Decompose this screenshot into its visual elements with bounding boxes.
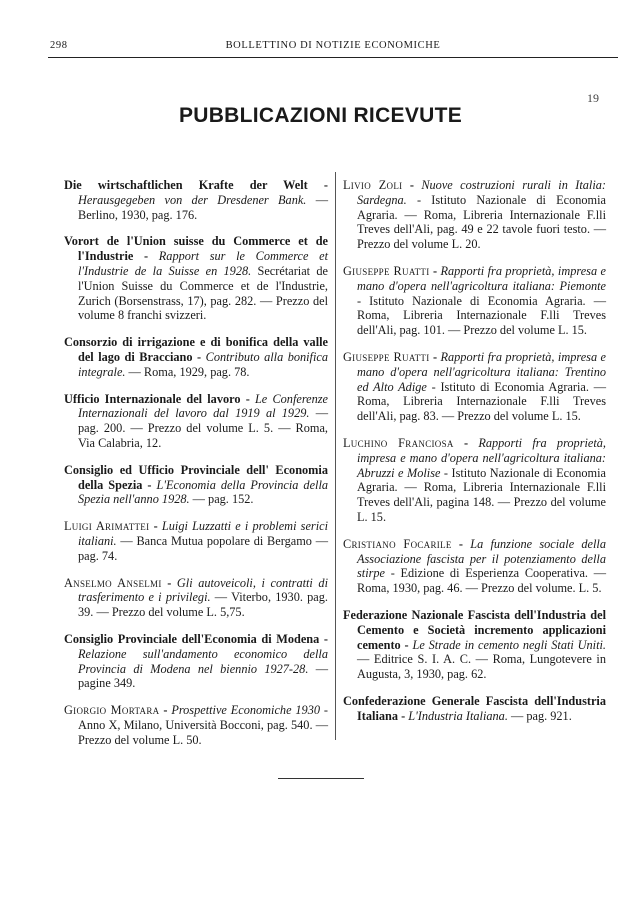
entry-details: Secrétariat de l'Union Suisse du Commerce et de l'Industrie, Zurich (Borsenstrass, 17), pag. 282. — Prezzo del volume 8 franchi svizzeri. bbox=[78, 263, 328, 323]
entry-details: - Istituto Nazionale di Economia Agraria. — Roma, Libreria Internazionale F.lli Treves dell'Ali, pag. 49 e 22 tavole fuori testo. — Prezzo del volume L. 20. bbox=[357, 192, 606, 252]
left-column bbox=[64, 178, 328, 760]
entry-author: Consorzio di irrigazione e di bonifica della valle del lago di Bracciano bbox=[64, 335, 328, 364]
entry-separator: - bbox=[159, 703, 172, 718]
bibliography-entry bbox=[343, 608, 606, 682]
entry-title: L'Industria Italiana. bbox=[408, 708, 508, 723]
entry-details: - Istituto di Economia Agraria. — Roma, Libreria Internazionale F.lli Treves dell'Ali, pag. 83. — Prezzo del volume L. 15. bbox=[357, 379, 606, 424]
entry-author: Luchino Franciosa bbox=[343, 435, 454, 450]
entry-author: Cristiano Focarile bbox=[343, 536, 452, 551]
entry-details: - Anno X, Milano, Università Bocconi, pag. 540. — Prezzo del volume L. 50. bbox=[78, 703, 328, 747]
header-rule bbox=[48, 57, 618, 58]
entry-separator: - bbox=[398, 708, 409, 723]
entry-title: Le Conferenze Internazionali del lavoro dal 1919 al 1929. bbox=[78, 391, 328, 421]
entry-details: — Berlino, 1930, pag. 176. bbox=[78, 192, 328, 222]
bibliography-entry bbox=[64, 335, 328, 379]
entry-author: Ufficio Internazionale del lavoro bbox=[64, 391, 241, 406]
entry-author: Vorort de l'Union suisse du Commerce et de l'Industrie bbox=[64, 234, 328, 264]
entry-title: Rapporti fra proprietà, impresa e mano d'opera nell'agricoltura italiana: Abruzzi e Molise bbox=[357, 435, 607, 480]
entry-author: Luigi Arimattei bbox=[64, 519, 150, 534]
bibliography-entry bbox=[64, 234, 328, 323]
entry-author: Livio Zoli bbox=[343, 178, 403, 192]
entry-separator: - bbox=[192, 349, 206, 364]
entry-author: Giuseppe Ruatti bbox=[343, 263, 430, 278]
entry-title: Rapport sur le Commerce et l'Industrie de la Suisse en 1928. bbox=[78, 249, 329, 278]
bibliography-entry bbox=[64, 703, 328, 747]
entry-separator: - bbox=[451, 536, 471, 551]
entry-author: Consiglio ed Ufficio Provinciale dell' Economia della Spezia bbox=[64, 462, 328, 492]
entry-title: Gli autoveicoli, i contratti di trasferimento e i privilegi. bbox=[78, 575, 328, 605]
entry-author: Confederazione Generale Fascista dell'Industria Italiana bbox=[343, 693, 606, 723]
entry-details: - Istituto Nazionale di Economia Agraria. — Roma, Libreria Internazionale F.lli Treves dell'Ali, pagina 148. — Prezzo del volume L. 15. bbox=[357, 465, 606, 524]
entry-details: — pag. 152. bbox=[189, 492, 254, 507]
bibliography-entry bbox=[64, 463, 328, 507]
entry-separator: - bbox=[453, 435, 479, 450]
bibliography-entry bbox=[343, 694, 606, 724]
running-title: BOLLETTINO DI NOTIZIE ECONOMICHE bbox=[225, 40, 441, 51]
entry-separator: - bbox=[429, 349, 441, 364]
entry-details: — pagine 349. bbox=[78, 661, 329, 691]
entry-details: — Banca Mutua popolare di Bergamo — pag. 74. bbox=[78, 533, 328, 563]
bibliography-entry bbox=[64, 178, 328, 222]
bibliography-entry bbox=[343, 178, 606, 252]
bibliography-entry bbox=[343, 264, 606, 338]
entry-separator: - bbox=[400, 637, 413, 652]
entry-title: L'Economia della Provincia della Spezia nell'anno 1928. bbox=[78, 477, 329, 507]
entry-separator: - bbox=[307, 178, 329, 192]
entry-author: Anselmo Anselmi bbox=[64, 575, 162, 590]
entry-title: Rapporti fra proprietà, impresa e mano d'opera nell'agricoltura italiana: Piemonte bbox=[357, 263, 606, 293]
corner-mark: 19 bbox=[587, 91, 599, 105]
entry-author: Giorgio Mortara bbox=[64, 703, 160, 718]
entry-separator: - bbox=[161, 575, 177, 590]
entry-title: Nuove costruzioni rurali in Italia: Sardegna. bbox=[357, 178, 607, 207]
entry-title: Le Strade in cemento negli Stati Uniti. bbox=[412, 637, 606, 652]
bibliography-entry bbox=[343, 436, 606, 525]
bibliography-entry bbox=[64, 392, 328, 451]
entry-title: La funzione sociale della Associazione fascista per il potenziamento della stirpe bbox=[357, 536, 606, 581]
entry-details: — Viterbo, 1930. pag. 39. — Prezzo del volume L. 5,75. bbox=[78, 590, 328, 620]
entry-author: Federazione Nazionale Fascista dell'Industria del Cemento e Società incremento applicazioni cemento bbox=[343, 607, 606, 652]
entry-details: — pag. 200. — Prezzo del volume L. 5. — Roma, Via Calabria, 12. bbox=[78, 406, 328, 450]
column-divider bbox=[335, 172, 336, 740]
entry-author: Giuseppe Ruatti bbox=[343, 349, 430, 364]
entry-separator: - bbox=[429, 263, 441, 278]
page-header bbox=[50, 40, 616, 54]
entry-separator: - bbox=[142, 477, 157, 492]
entry-author: Consiglio Provinciale dell'Economia di Modena bbox=[64, 631, 320, 646]
bibliography-entry bbox=[343, 537, 606, 596]
entry-title: Prospettive Economiche 1930 bbox=[171, 703, 321, 718]
entry-title: Luigi Luzzatti e i problemi serici italiani. bbox=[78, 519, 329, 548]
entry-details: — Editrice S. I. A. C. — Roma, Lungotevere in Augusta, 3, 1930, pag. 62. bbox=[357, 652, 606, 682]
bibliography-entry bbox=[343, 350, 606, 424]
entry-details: — pag. 921. bbox=[507, 708, 572, 723]
entry-author: Die wirtschaftlichen Krafte der Welt bbox=[64, 178, 308, 192]
entry-title: Rapporti fra proprietà, impresa e mano d'opera nell'agricoltura italiana: Trentino ed Alto Adige bbox=[357, 349, 606, 394]
entry-details: - Edizione di Esperienza Cooperativa. — Roma, 1930, pag. 46. — Prezzo del volume. L. 5. bbox=[357, 566, 606, 596]
entry-separator: - bbox=[133, 249, 159, 264]
bibliography-entry bbox=[64, 632, 328, 691]
entry-separator: - bbox=[319, 631, 329, 646]
page-title: PUBBLICAZIONI RICEVUTE bbox=[178, 104, 463, 127]
right-column bbox=[343, 178, 606, 736]
bibliography-entry bbox=[64, 519, 328, 563]
page-number: 298 bbox=[50, 40, 68, 51]
bibliography-entry bbox=[64, 576, 328, 620]
entry-separator: - bbox=[240, 391, 255, 406]
entry-details: — Roma, 1929, pag. 78. bbox=[125, 364, 250, 379]
end-rule bbox=[278, 778, 364, 779]
entry-details: - Istituto Nazionale di Economia Agraria. — Roma, Libreria Internazionale F.lli Treves dell'Ali, pag. 101. — Prezzo del volume L. 15. bbox=[357, 293, 606, 338]
entry-title: Herausgegeben von der Dresdener Bank. bbox=[78, 192, 307, 207]
entry-title: Relazione sull'andamento economico della Provincia di Modena nel biennio 1927-28. bbox=[78, 646, 328, 676]
entry-separator: - bbox=[149, 519, 162, 534]
entry-separator: - bbox=[402, 178, 422, 192]
entry-title: Contributo alla bonifica integrale. bbox=[78, 349, 328, 379]
